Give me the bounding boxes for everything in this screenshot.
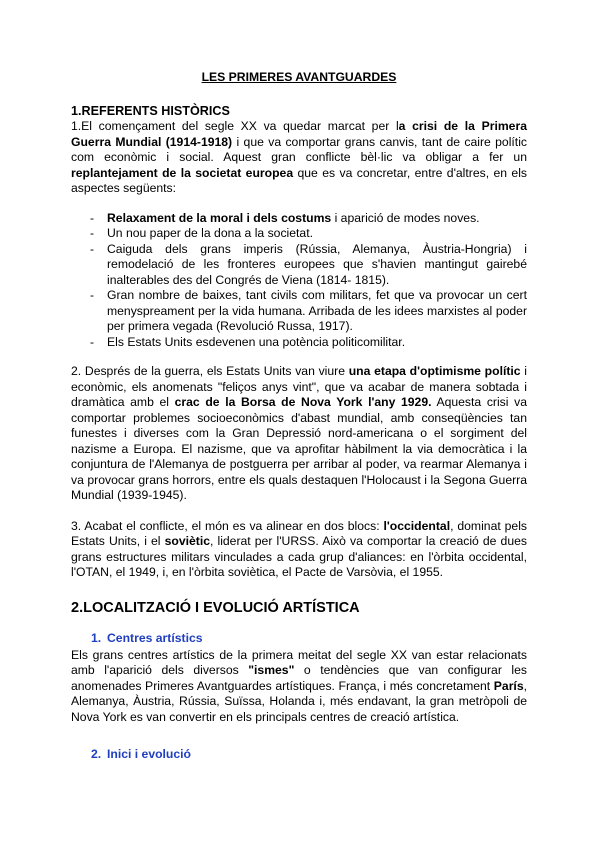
list-item (90, 288, 527, 335)
subsection-centres-text (71, 648, 527, 726)
text-run: 2. Després de la guerra, els Estats Units van viure (71, 364, 349, 378)
section2-heading: 2.LOCALITZACIÓ I EVOLUCIÓ ARTÍSTICA (71, 599, 360, 616)
document-content (71, 70, 527, 764)
text-run: i econòmic, els anomenats "feliços anys vint", que va acabar de manera sobtada i dramàtica amb el (71, 364, 528, 409)
section1-heading: 1.REFERENTS HISTÒRICS (71, 104, 230, 118)
bold-text: París (493, 678, 524, 693)
consequences-list (71, 211, 527, 351)
section1-intro (71, 119, 527, 197)
text-run: Els grans centres artístics de la primera meitat del segle XX van estar relacionats amb l'aparició dels diversos (71, 647, 527, 677)
bold-text: l'occidental (383, 518, 451, 533)
subsection-number: 1. (91, 630, 102, 645)
text-run: Caiguda dels grans imperis (Rússia, Alemanya, Àustria-Hongria) i remodelació de les fronteres europees que s'havien mantingut gairebé inalterables des del Congrés de Viena (1814- 1815). (107, 241, 527, 287)
subsection-number: 2. (91, 747, 102, 761)
bold-text: Relaxament de la moral i dels costums (107, 210, 332, 225)
text-run: , liderat per l'URSS. Això va comportar la creació de dues grans estructures militars vinculades a cada grup d'aliances: en l'òrbita occidental, l'OTAN, el 1949, i, en l'òrbita soviètica, el Pacte de Varsòvia, el 1955. (71, 534, 527, 579)
subsection-evolution-heading (91, 747, 527, 762)
text-run: Els Estats Units esdevenen una potència politicomilitar. (107, 334, 406, 349)
subsection-centres-heading (91, 631, 527, 646)
bold-text: crac de la Borsa de Nova York l'any 1929. (174, 395, 432, 409)
text-run: , dominat pels Estats Units, i el (71, 518, 528, 548)
list-item (90, 242, 527, 289)
list-item (90, 226, 527, 242)
bold-text: replantejament de la societat europea (71, 165, 294, 180)
text-run: , Alemanya, Àustria, Rússia, Suïssa, Holanda i, més endavant, la gran metròpoli de Nova York es van convertir en els principals centres de creació artística. (71, 678, 527, 724)
bold-text: a crisi de la Primera Guerra Mundial (1914-1918) (71, 119, 527, 149)
text-run: 1.El començament del segle XX va quedar marcat per l (71, 119, 399, 133)
bold-text: soviètic (164, 534, 210, 548)
subsection-label: Centres artístics (107, 630, 203, 645)
text-run: Gran nombre de baixes, tant civils com militars, fet que va provocar un cert menyspreament per la vida humana. Arribada de les idees marxistes al poder per primera vegada (Revolució Russa, 1917). (107, 288, 527, 333)
text-run: i que va comportar grans canvis, tant de caire polític com econòmic i social. Aquest gran conflicte bèl·lic va obligar a fer un (71, 134, 527, 164)
text-run: que es va concretar, entre d'altres, en els aspectes següents: (71, 165, 527, 195)
text-run: i aparició de modes noves. (331, 210, 480, 225)
text-run: Un nou paper de la dona a la societat. (107, 226, 313, 240)
text-run: Aquesta crisi va comportar problemes socioeconòmics d'abast mundial, amb conseqüències tan funestes i diverses com la Gran Depressió nord-americana o el sorgiment del nazisme a Europa. El nazisme, que va aprofitar hàbilment la via democràtica i la conjuntura de l'Alemanya de postguerra per arribar al poder, va rearmar Alemanya i va provocar grans horrors, entre els quals destaquen l'Holocaust i la Segona Guerra Mundial (1939-1945). (71, 395, 527, 502)
list-item (90, 335, 527, 351)
bold-text: una etapa d'optimisme polític (348, 364, 521, 378)
text-run: o tendències que van configurar les anomenades Primeres Avantguardes artístiques. França, i més concretament (71, 663, 527, 693)
subsection-label: Inici i evolució (107, 747, 191, 761)
section1-paragraph-3 (71, 519, 527, 581)
section1-paragraph-2 (71, 364, 527, 504)
list-item (90, 211, 527, 227)
document-title: LES PRIMERES AVANTGUARDES (201, 70, 397, 84)
text-run: 3. Acabat el conflicte, el món es va alinear en dos blocs: (71, 518, 384, 533)
bold-text: "ismes" (248, 663, 295, 677)
